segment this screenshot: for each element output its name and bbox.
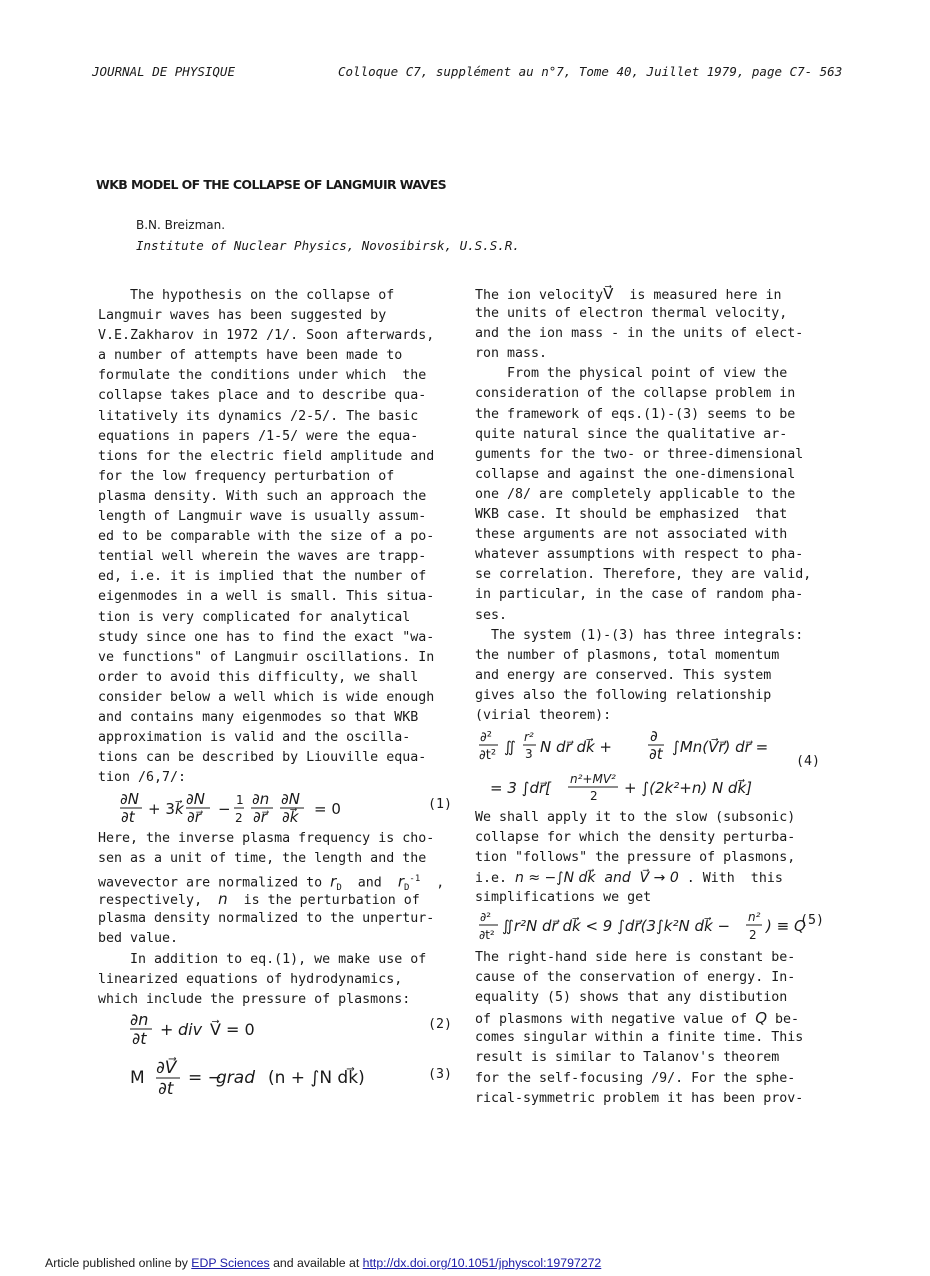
text-fragment: The ion velocity bbox=[475, 288, 604, 303]
text-line: Langmuir waves has been suggested by bbox=[98, 308, 387, 324]
svg-text:−: − bbox=[218, 800, 231, 818]
svg-text:M: M bbox=[130, 1068, 145, 1088]
text-line: order to avoid this difficulty, we shall bbox=[98, 669, 419, 685]
right-column bbox=[475, 284, 847, 726]
svg-text:∂²: ∂² bbox=[480, 730, 492, 745]
text-line: (virial theorem): bbox=[475, 707, 612, 723]
text-line: result is similar to Talanov's theorem bbox=[475, 1050, 780, 1066]
svg-text:n²: n² bbox=[748, 910, 761, 924]
text-line: one /8/ are completely applicable to the bbox=[475, 486, 796, 502]
text-line: these arguments are not associated with bbox=[475, 527, 788, 543]
text-line: tion /6,7/: bbox=[98, 770, 187, 786]
text-line: approximation is valid and the oscilla- bbox=[98, 730, 411, 746]
text-line: tion is very complicated for analytical bbox=[98, 609, 411, 625]
text-line: ses. bbox=[475, 607, 508, 623]
text-line: the units of electron thermal velocity, bbox=[475, 306, 788, 322]
text-fragment: and bbox=[357, 875, 382, 891]
text-line: tions for the electric field amplitude and bbox=[98, 448, 435, 464]
text-line: comes singular within a finite time. This bbox=[475, 1030, 804, 1046]
doi-link[interactable]: http://dx.doi.org/10.1051/jphyscol:19797272 bbox=[362, 1256, 602, 1270]
article-title: WKB MODEL OF THE COLLAPSE OF LANGMUIR WAVES bbox=[96, 177, 447, 192]
left-paragraph-intro bbox=[98, 286, 462, 788]
svg-text:∂t: ∂t bbox=[132, 1029, 147, 1048]
text-fragment: is the perturbation of bbox=[243, 893, 420, 909]
text-line: equations in papers /1-5/ were the equa- bbox=[98, 428, 419, 444]
text-line: a number of attempts have been made to bbox=[98, 348, 403, 364]
equation-5 bbox=[478, 908, 806, 944]
equation-1 bbox=[118, 790, 458, 826]
text-line: tions can be described by Liouville equa- bbox=[98, 750, 427, 766]
text-line: The right-hand side here is constant be- bbox=[475, 950, 796, 965]
text-line: The hypothesis on the collapse of bbox=[98, 288, 395, 303]
text-line: the framework of eqs.(1)-(3) seems to be bbox=[475, 406, 796, 422]
text-line: plasma density. With such an approach the bbox=[98, 488, 427, 504]
svg-text:∬: ∬ bbox=[504, 738, 516, 756]
svg-text:∂t²: ∂t² bbox=[479, 748, 497, 763]
text-line: Here, the inverse plasma frequency is cho- bbox=[98, 831, 435, 846]
svg-text:+: + bbox=[160, 1020, 174, 1039]
text-fragment: is measured here in bbox=[629, 288, 782, 303]
svg-text:∂t: ∂t bbox=[649, 745, 663, 763]
text-line: ron mass. bbox=[475, 346, 548, 362]
footer-middle: and available at bbox=[273, 1256, 360, 1270]
text-line: litatively its dynamics /2-5/. The basic bbox=[98, 408, 419, 424]
right-paragraph-slow-collapse bbox=[475, 808, 847, 908]
text-line bbox=[98, 869, 462, 894]
text-line: ed, i.e. it is implied that the number of bbox=[98, 569, 427, 585]
svg-text:∂N: ∂N bbox=[281, 790, 300, 808]
text-fragment: respectively, bbox=[98, 893, 203, 909]
text-line: for the low frequency perturbation of bbox=[98, 468, 395, 484]
text-line bbox=[475, 1008, 847, 1028]
debye-subscript: D bbox=[336, 883, 342, 894]
text-line: which include the pressure of plasmons: bbox=[98, 991, 411, 1007]
text-line: consideration of the collapse problem in bbox=[475, 386, 796, 402]
svg-text:= 0: = 0 bbox=[314, 800, 341, 818]
svg-text:1: 1 bbox=[236, 793, 244, 807]
text-line: consider below a well which is wide enough bbox=[98, 689, 435, 705]
text-line: WKB case. It should be emphasized that bbox=[475, 507, 788, 523]
svg-text:∂r⃗: ∂r⃗ bbox=[253, 808, 267, 826]
svg-text:k⃗: k⃗ bbox=[175, 800, 184, 818]
svg-text:r²: r² bbox=[524, 730, 534, 744]
svg-text:∂n: ∂n bbox=[252, 790, 270, 808]
article-author: B.N. Breizman. bbox=[136, 218, 226, 232]
svg-text:+ ∫(2k²+n) N dk⃗]: + ∫(2k²+n) N dk⃗] bbox=[624, 779, 752, 797]
text-line: cause of the conservation of energy. In- bbox=[475, 970, 796, 986]
text-line: equality (5) shows that any distibution bbox=[475, 990, 788, 1006]
inline-formula: n ≈ −∫N dk⃗ and V⃗ → 0 bbox=[515, 870, 679, 887]
left-paragraph-normalization bbox=[98, 829, 462, 1010]
text-line: ed to be comparable with the size of a po- bbox=[98, 529, 435, 545]
text-line: sen as a unit of time, the length and the bbox=[98, 851, 427, 867]
inverse-debye-length-symbol: r bbox=[397, 872, 404, 891]
svg-text:∂N: ∂N bbox=[120, 790, 139, 808]
svg-text:∂k⃗: ∂k⃗ bbox=[282, 808, 299, 826]
text-line: the number of plasmons, total momentum bbox=[475, 647, 780, 663]
svg-text:∂t: ∂t bbox=[121, 808, 135, 826]
text-line: whatever assumptions with respect to pha- bbox=[475, 547, 804, 563]
svg-text:2: 2 bbox=[590, 789, 598, 803]
text-line: V.E.Zakharov in 1972 /1/. Soon afterwards, bbox=[98, 328, 435, 344]
text-line: In addition to eq.(1), we make use of bbox=[98, 951, 427, 967]
right-paragraph-conclusion bbox=[475, 948, 847, 1109]
text-line bbox=[475, 284, 847, 304]
publication-footer bbox=[45, 1256, 601, 1270]
svg-text:∂r⃗: ∂r⃗ bbox=[187, 808, 201, 826]
density-symbol: n bbox=[218, 890, 228, 909]
svg-text:∂t²: ∂t² bbox=[479, 928, 495, 942]
equation-1-number: (1) bbox=[428, 797, 453, 812]
svg-text:3: 3 bbox=[525, 747, 533, 761]
text-line: tential well wherein the waves are trapp- bbox=[98, 549, 427, 565]
div-operator: div bbox=[178, 1020, 203, 1039]
inverse-superscript: -1 bbox=[409, 874, 421, 885]
text-line: linearized equations of hydrodynamics, bbox=[98, 971, 403, 987]
svg-text:∫Mn(V⃗r⃗) dr⃗ =: ∫Mn(V⃗r⃗) dr⃗ = bbox=[672, 738, 769, 756]
text-line: and the ion mass - in the units of elect- bbox=[475, 326, 804, 342]
svg-text:= 3 ∫dr⃗[: = 3 ∫dr⃗[ bbox=[490, 779, 552, 797]
left-column bbox=[98, 286, 462, 788]
svg-text:N dr⃗ dk⃗ +: N dr⃗ dk⃗ + bbox=[540, 738, 612, 756]
text-fragment: . With this bbox=[686, 871, 783, 887]
equation-3 bbox=[128, 1057, 428, 1097]
svg-text:V⃗ = 0: V⃗ = 0 bbox=[210, 1020, 255, 1039]
svg-text:∂N: ∂N bbox=[186, 790, 205, 808]
equation-2 bbox=[128, 1010, 428, 1048]
svg-text:) ≡ Q: ) ≡ Q bbox=[766, 917, 806, 935]
text-line: We shall apply it to the slow (subsonic) bbox=[475, 810, 796, 825]
svg-text:∂n: ∂n bbox=[130, 1010, 149, 1029]
q-symbol: Q bbox=[755, 1009, 768, 1028]
text-line: formulate the conditions under which the bbox=[98, 368, 427, 384]
svg-text:= −: = − bbox=[188, 1068, 222, 1088]
text-line: and energy are conserved. This system bbox=[475, 667, 772, 683]
debye-length-symbol: r bbox=[330, 872, 337, 891]
text-line: bed value. bbox=[98, 931, 179, 947]
text-fragment: , bbox=[436, 875, 445, 891]
svg-text:∂V⃗: ∂V⃗ bbox=[156, 1058, 177, 1078]
text-line: guments for the two- or three-dimensional bbox=[475, 446, 804, 462]
publisher-link[interactable]: EDP Sciences bbox=[191, 1256, 270, 1270]
text-line: The system (1)-(3) has three integrals: bbox=[475, 627, 804, 643]
text-line bbox=[475, 868, 847, 888]
svg-text:(n + ∫N dk⃗): (n + ∫N dk⃗) bbox=[268, 1068, 365, 1088]
svg-text:2: 2 bbox=[749, 928, 757, 942]
text-line: in particular, in the case of random pha- bbox=[475, 587, 804, 603]
text-line: se correlation. Therefore, they are valid, bbox=[475, 567, 812, 583]
svg-text:+ 3: + 3 bbox=[148, 800, 175, 818]
svg-text:∂: ∂ bbox=[650, 727, 658, 745]
text-line: for the self-focusing /9/. For the sphe- bbox=[475, 1070, 796, 1086]
text-line: tion "follows" the pressure of plasmons, bbox=[475, 850, 796, 866]
svg-text:∂²: ∂² bbox=[480, 910, 492, 924]
debye-subscript: D bbox=[404, 883, 410, 894]
equation-4 bbox=[478, 727, 838, 805]
colloque-reference: Colloque C7, supplément au n°7, Tome 40, Juillet 1979, page C7- 563 bbox=[338, 64, 843, 79]
text-line: ve functions" of Langmuir oscillations. In bbox=[98, 649, 435, 665]
text-line: rical-symmetric problem it has been prov- bbox=[475, 1090, 804, 1106]
text-line: and contains many eigenmodes so that WKB bbox=[98, 709, 419, 725]
text-line: collapse and against the one-dimensional bbox=[475, 466, 796, 482]
text-line bbox=[98, 889, 462, 909]
text-line: From the physical point of view the bbox=[475, 366, 788, 382]
text-fragment: be- bbox=[775, 1012, 800, 1028]
text-line: length of Langmuir wave is usually assum- bbox=[98, 509, 427, 525]
equation-4-number: (4) bbox=[796, 754, 821, 769]
text-line: simplifications we get bbox=[475, 890, 652, 906]
text-line: gives also the following relationship bbox=[475, 687, 772, 703]
svg-text:∂t: ∂t bbox=[158, 1079, 174, 1099]
equation-3-number: (3) bbox=[428, 1067, 453, 1082]
text-line: collapse takes place and to describe qua- bbox=[98, 388, 427, 404]
grad-operator: grad bbox=[216, 1068, 255, 1088]
text-fragment: i.e. bbox=[475, 871, 508, 887]
text-line: collapse for which the density perturba- bbox=[475, 830, 796, 846]
text-fragment: of plasmons with negative value of bbox=[475, 1012, 748, 1028]
ion-velocity-symbol: V bbox=[603, 285, 614, 303]
journal-name: JOURNAL DE PHYSIQUE bbox=[92, 64, 235, 79]
text-line: plasma density normalized to the unpertur- bbox=[98, 911, 435, 927]
text-line: quite natural since the qualitative ar- bbox=[475, 426, 788, 442]
equation-2-number: (2) bbox=[428, 1017, 453, 1032]
svg-text:n²+MV²: n²+MV² bbox=[570, 772, 616, 786]
article-affiliation: Institute of Nuclear Physics, Novosibirsk, U.S.S.R. bbox=[136, 238, 520, 253]
svg-text:2: 2 bbox=[235, 811, 243, 825]
text-line: study since one has to find the exact "wa- bbox=[98, 629, 435, 645]
text-fragment: wavevector are normalized to bbox=[98, 875, 323, 891]
footer-prefix: Article published online by bbox=[45, 1256, 188, 1270]
text-line: eigenmodes in a well is small. This situa- bbox=[98, 589, 435, 605]
equation-5-number: (5) bbox=[800, 913, 825, 928]
svg-text:∬r²N dr⃗ dk⃗ < 9 ∫dr⃗(3∫k²N dk: ∬r²N dr⃗ dk⃗ < 9 ∫dr⃗(3∫k²N dk⃗ − bbox=[502, 917, 731, 935]
